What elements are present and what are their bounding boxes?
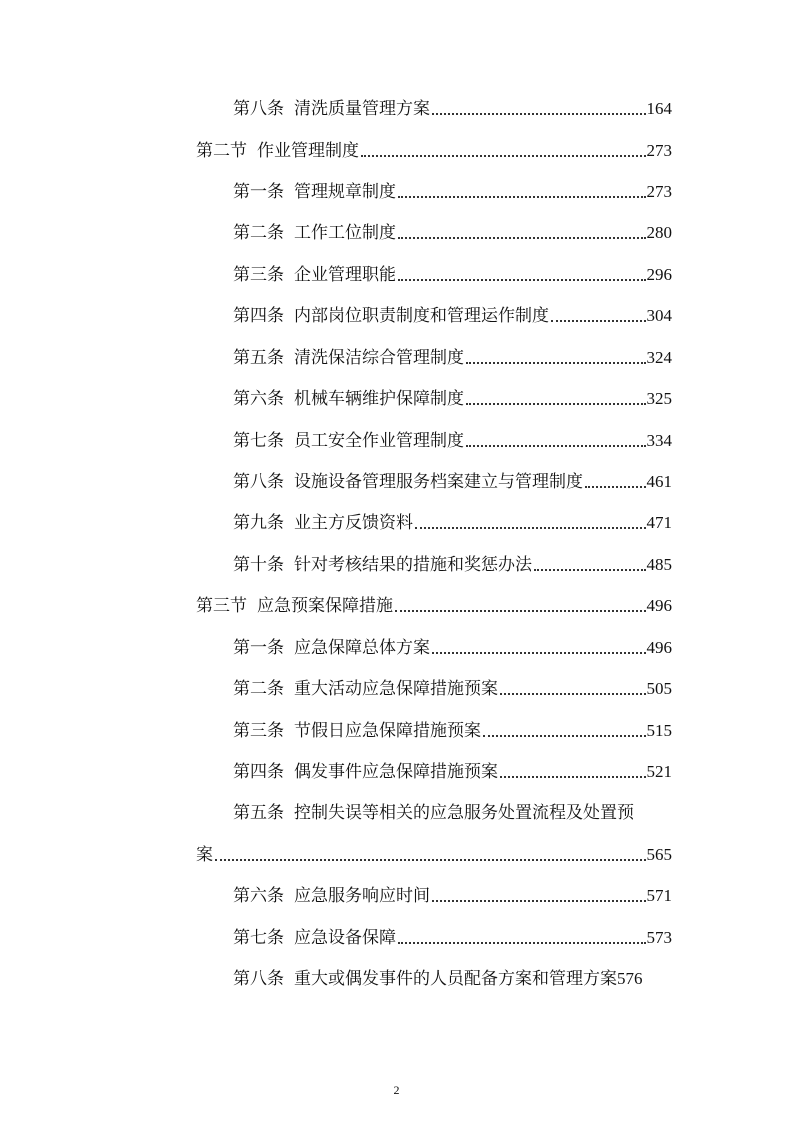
- toc-leader-dots: [500, 692, 646, 695]
- toc-entry-title: 企业管理职能: [294, 265, 396, 285]
- toc-entry[interactable]: [233, 428, 672, 454]
- toc-entry-number: 第二节: [196, 141, 247, 161]
- toc-entry-number: 第八条: [233, 99, 284, 119]
- toc-entry-title: 管理规章制度: [294, 182, 396, 202]
- toc-entry-title: 偶发事件应急保障措施预案: [294, 762, 498, 782]
- toc-entry-page: 461: [646, 472, 672, 491]
- toc-entry-number: 第一条: [233, 638, 284, 658]
- toc-entry-number: 第一条: [233, 182, 284, 202]
- toc-entry-page: 521: [646, 762, 672, 781]
- toc-entry-page: 505: [646, 679, 672, 698]
- toc-leader-dots: [398, 236, 646, 239]
- toc-leader-dots: [466, 444, 646, 447]
- toc-entry-page: 296: [646, 265, 672, 284]
- toc-entry-page: 573: [646, 928, 672, 947]
- toc-entry-page: 576: [617, 969, 643, 988]
- toc-entry-title: 作业管理制度: [257, 141, 359, 161]
- toc-leader-dots: [415, 526, 646, 529]
- toc-leader-dots: [398, 195, 646, 198]
- toc-entry-title: 控制失误等相关的应急服务处置流程及处置预: [294, 803, 634, 823]
- toc-entry-page: 273: [646, 141, 672, 160]
- toc-entry[interactable]: [233, 220, 672, 246]
- toc-entry-page: 565: [646, 845, 672, 864]
- toc-entry-title: 工作工位制度: [294, 223, 396, 243]
- page-footer-number: 2: [393, 1083, 400, 1097]
- toc-leader-dots: [466, 361, 646, 364]
- toc-entry[interactable]: [233, 262, 672, 288]
- toc-entry[interactable]: [233, 469, 672, 495]
- toc-entry-title: 节假日应急保障措施预案: [294, 721, 481, 741]
- toc-section-entry[interactable]: [196, 138, 672, 164]
- toc-entry[interactable]: [233, 718, 672, 744]
- toc-entry[interactable]: [233, 179, 672, 205]
- toc-entry-title: 清洗质量管理方案: [294, 99, 430, 119]
- toc-leader-dots: [432, 651, 646, 654]
- toc-entry-title: 应急服务响应时间: [294, 886, 430, 906]
- toc-entry-number: 第七条: [233, 431, 284, 451]
- toc-entry-page: 471: [646, 513, 672, 532]
- toc-entry-number: 第八条: [233, 969, 284, 989]
- toc-entry-page: 324: [646, 348, 672, 367]
- toc-entry[interactable]: [233, 676, 672, 702]
- toc-entry-number: 第四条: [233, 762, 284, 782]
- toc-entry-title: 针对考核结果的措施和奖惩办法: [294, 555, 532, 575]
- toc-entry-continuation[interactable]: [196, 842, 672, 868]
- toc-entry-number: 第三条: [233, 265, 284, 285]
- toc-entry-title: 机械车辆维护保障制度: [294, 389, 464, 409]
- toc-entry[interactable]: [233, 96, 672, 122]
- toc-leader-dots: [466, 402, 646, 405]
- toc-entry-number: 第五条: [233, 803, 284, 823]
- toc-entry-number: 第七条: [233, 928, 284, 948]
- toc-entry[interactable]: [233, 966, 643, 992]
- toc-leader-dots: [398, 278, 646, 281]
- toc-entry-title: 内部岗位职责制度和管理运作制度: [294, 306, 549, 326]
- toc-entry-page: 515: [646, 721, 672, 740]
- toc-entry-page: 496: [646, 638, 672, 657]
- toc-entry-page: 280: [646, 223, 672, 242]
- toc-entry-title: 业主方反馈资料: [294, 513, 413, 533]
- toc-entry-page: 485: [646, 555, 672, 574]
- toc-entry-page: 496: [646, 596, 672, 615]
- toc-entry-title: 员工安全作业管理制度: [294, 431, 464, 451]
- toc-entry-number: 第四条: [233, 306, 284, 326]
- toc-entry-number: 第二条: [233, 679, 284, 699]
- toc-entry[interactable]: [233, 345, 672, 371]
- toc-entry-number: 第十条: [233, 555, 284, 575]
- toc-entry-number: 第二条: [233, 223, 284, 243]
- toc-entry-number: 第五条: [233, 348, 284, 368]
- toc-entry[interactable]: [233, 552, 672, 578]
- toc-leader-dots: [361, 154, 646, 157]
- toc-entry[interactable]: [233, 510, 672, 536]
- toc-entry-number: 第八条: [233, 472, 284, 492]
- toc-leader-dots: [585, 485, 646, 488]
- toc-entry-title: 案: [196, 845, 213, 865]
- toc-leader-dots: [432, 112, 646, 115]
- toc-leader-dots: [215, 858, 646, 861]
- toc-entry-number: 第三条: [233, 721, 284, 741]
- toc-entry-page: 334: [646, 431, 672, 450]
- toc-entry-number: 第六条: [233, 389, 284, 409]
- toc-entry-title: 清洗保洁综合管理制度: [294, 348, 464, 368]
- toc-leader-dots: [395, 609, 646, 612]
- toc-leader-dots: [534, 568, 646, 571]
- toc-leader-dots: [551, 319, 646, 322]
- toc-section-entry[interactable]: [196, 593, 672, 619]
- toc-entry-page: 325: [646, 389, 672, 408]
- toc-entry[interactable]: [233, 635, 672, 661]
- toc-entry-title: 应急预案保障措施: [257, 596, 393, 616]
- toc-entry[interactable]: [233, 386, 672, 412]
- toc-entry-page: 304: [646, 306, 672, 325]
- toc-entry-page: 164: [646, 99, 672, 118]
- toc-entry[interactable]: [233, 925, 672, 951]
- toc-entry-page: 273: [646, 182, 672, 201]
- toc-leader-dots: [500, 775, 646, 778]
- toc-entry-number: 第六条: [233, 886, 284, 906]
- toc-leader-dots: [483, 734, 646, 737]
- toc-entry[interactable]: [233, 759, 672, 785]
- toc-entry-title: 应急保障总体方案: [294, 638, 430, 658]
- toc-entry-title: 重大或偶发事件的人员配备方案和管理方案: [294, 969, 617, 989]
- toc-entry-page: 571: [646, 886, 672, 905]
- toc-entry[interactable]: [233, 883, 672, 909]
- toc-leader-dots: [432, 899, 646, 902]
- toc-entry[interactable]: [233, 303, 672, 329]
- toc-entry-title: 应急设备保障: [294, 928, 396, 948]
- toc-entry-title: 重大活动应急保障措施预案: [294, 679, 498, 699]
- toc-entry-title: 设施设备管理服务档案建立与管理制度: [294, 472, 583, 492]
- toc-entry-number: 第三节: [196, 596, 247, 616]
- toc-entry-number: 第九条: [233, 513, 284, 533]
- toc-entry-wrapped[interactable]: [233, 800, 634, 826]
- toc-leader-dots: [398, 941, 646, 944]
